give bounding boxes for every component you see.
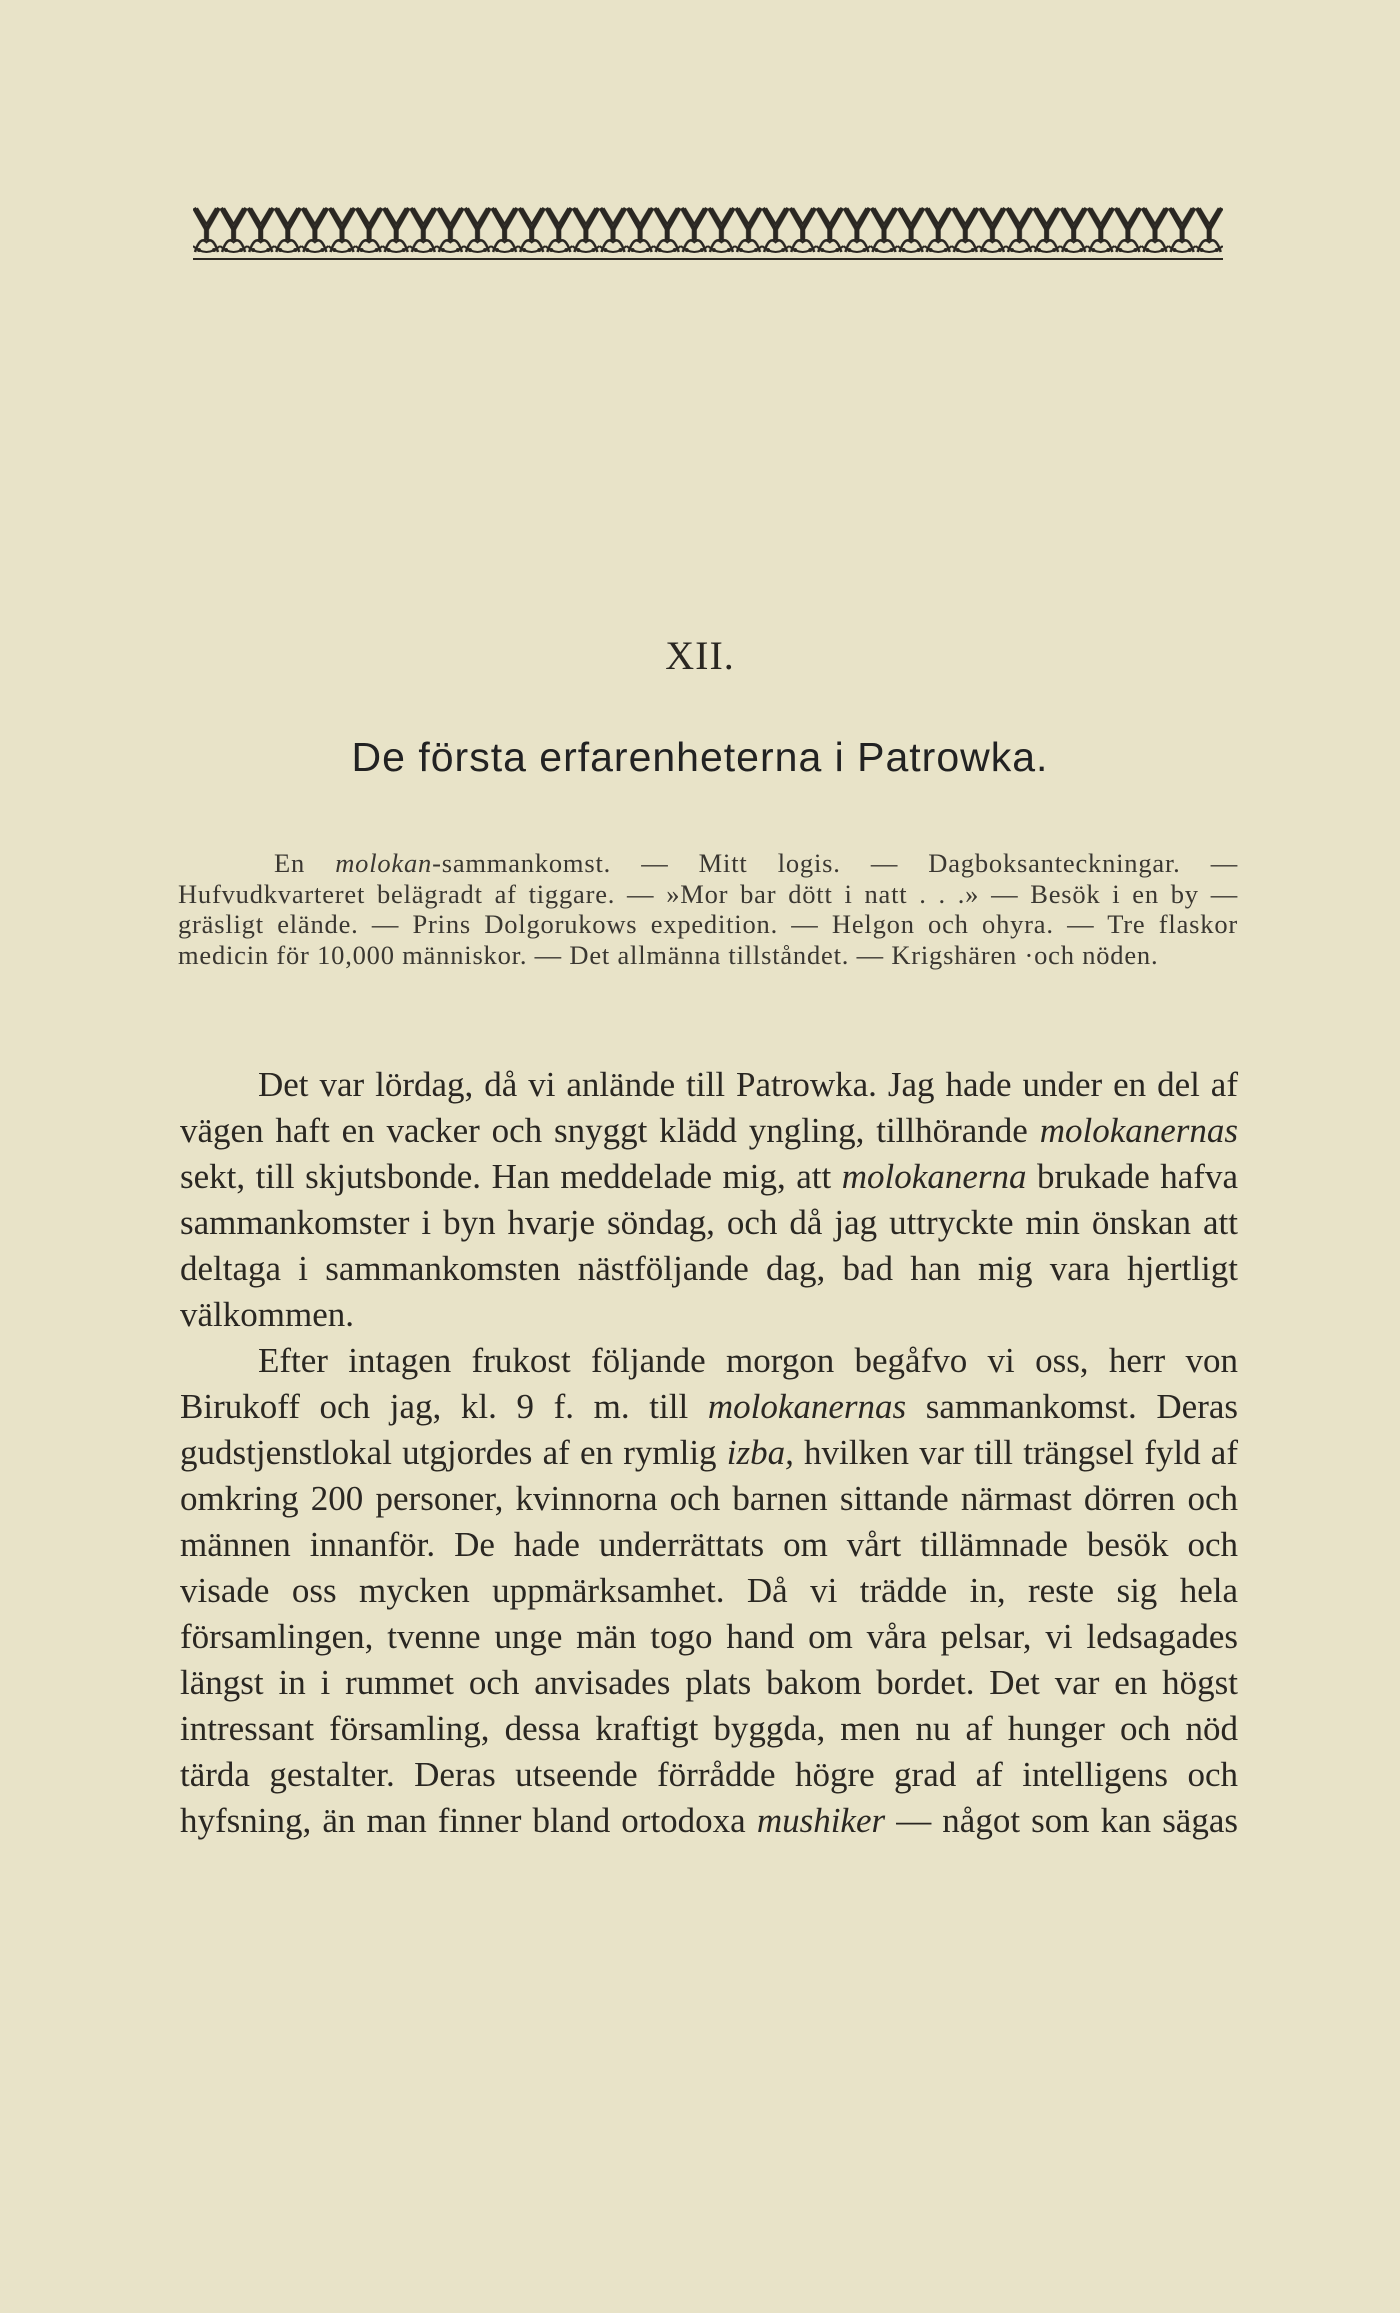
paragraph-1-term: molokanerna <box>841 1157 1027 1196</box>
paragraph-1-term: molokanernas <box>1039 1111 1238 1150</box>
paragraph-2-term: izba, <box>726 1433 794 1472</box>
paragraph-2-term: mushiker <box>756 1801 886 1840</box>
paragraph-1-text: sekt, till skjutsbonde. Han meddelade mig, att <box>180 1157 842 1196</box>
ornamental-border <box>193 200 1223 264</box>
paragraph-1-text: brukade hafva sammankomster i byn hvarje söndag, och då jag uttryckte min önskan att deltaga i sammankomsten nästföljande dag, bad han mig vara hjertligt välkommen. <box>180 1157 1238 1334</box>
paragraph-1-text: Det var lördag, då vi anlände till Patrowka. Jag hade under en del af vägen haft en vacker och snyggt klädd yngling, tillhörande <box>180 1065 1238 1150</box>
paragraph-2 <box>180 1338 1238 1844</box>
chapter-title: De första erfarenheterna i Patrowka. <box>351 734 1049 780</box>
body-text <box>180 1062 1238 1844</box>
paragraph-1 <box>180 1062 1238 1338</box>
paragraph-2-term: molokanernas <box>707 1387 907 1426</box>
synopsis-rest: -sammankomst. — Mitt logis. — Dagboksanteckningar. — Hufvudkvarteret belägradt af tiggare. — »Mor bar dött i natt . . .» — Besök i en by — gräsligt elände. — Prins Dolgorukows expedition. — Helgon och ohyra. — Tre flaskor medicin för 10,000 människor. — Det allmänna tillståndet. — Krigshären ·och nöden. <box>178 848 1239 970</box>
paragraph-2-text: Efter intagen frukost följande morgon begåfvo vi oss, herr von Birukoff och jag, kl. 9 f. m. till <box>180 1341 1238 1426</box>
paragraph-2-text: — något som kan sägas <box>885 1801 1238 1840</box>
chapter-synopsis <box>178 848 1238 970</box>
paragraph-2-text: sammankomst. Deras gudstjenstlokal utgjordes af en rymlig <box>180 1387 1238 1472</box>
paragraph-2-text: hvilken var till trängsel fyld af omkring 200 personer, kvinnorna och barnen sittande närmast dörren och männen innanför. De hade underrättats om vårt tillämnade besök och visade oss mycken uppmärksamhet. Då vi trädde in, reste sig hela församlingen, tvenne unge män togo hand om våra pelsar, vi ledsagades längst in i rummet och anvisades plats bakom bordet. Det var en högst intressant församling, dessa kraftigt byggda, men nu af hunger och nöd tärda gestalter. Deras utseende förrådde högre grad af intelligens och hyfsning, än man finner bland ortodoxa <box>180 1433 1238 1840</box>
synopsis-term: molokan <box>335 848 433 878</box>
chapter-number: XII. <box>665 633 735 678</box>
synopsis-start: En <box>274 848 336 878</box>
